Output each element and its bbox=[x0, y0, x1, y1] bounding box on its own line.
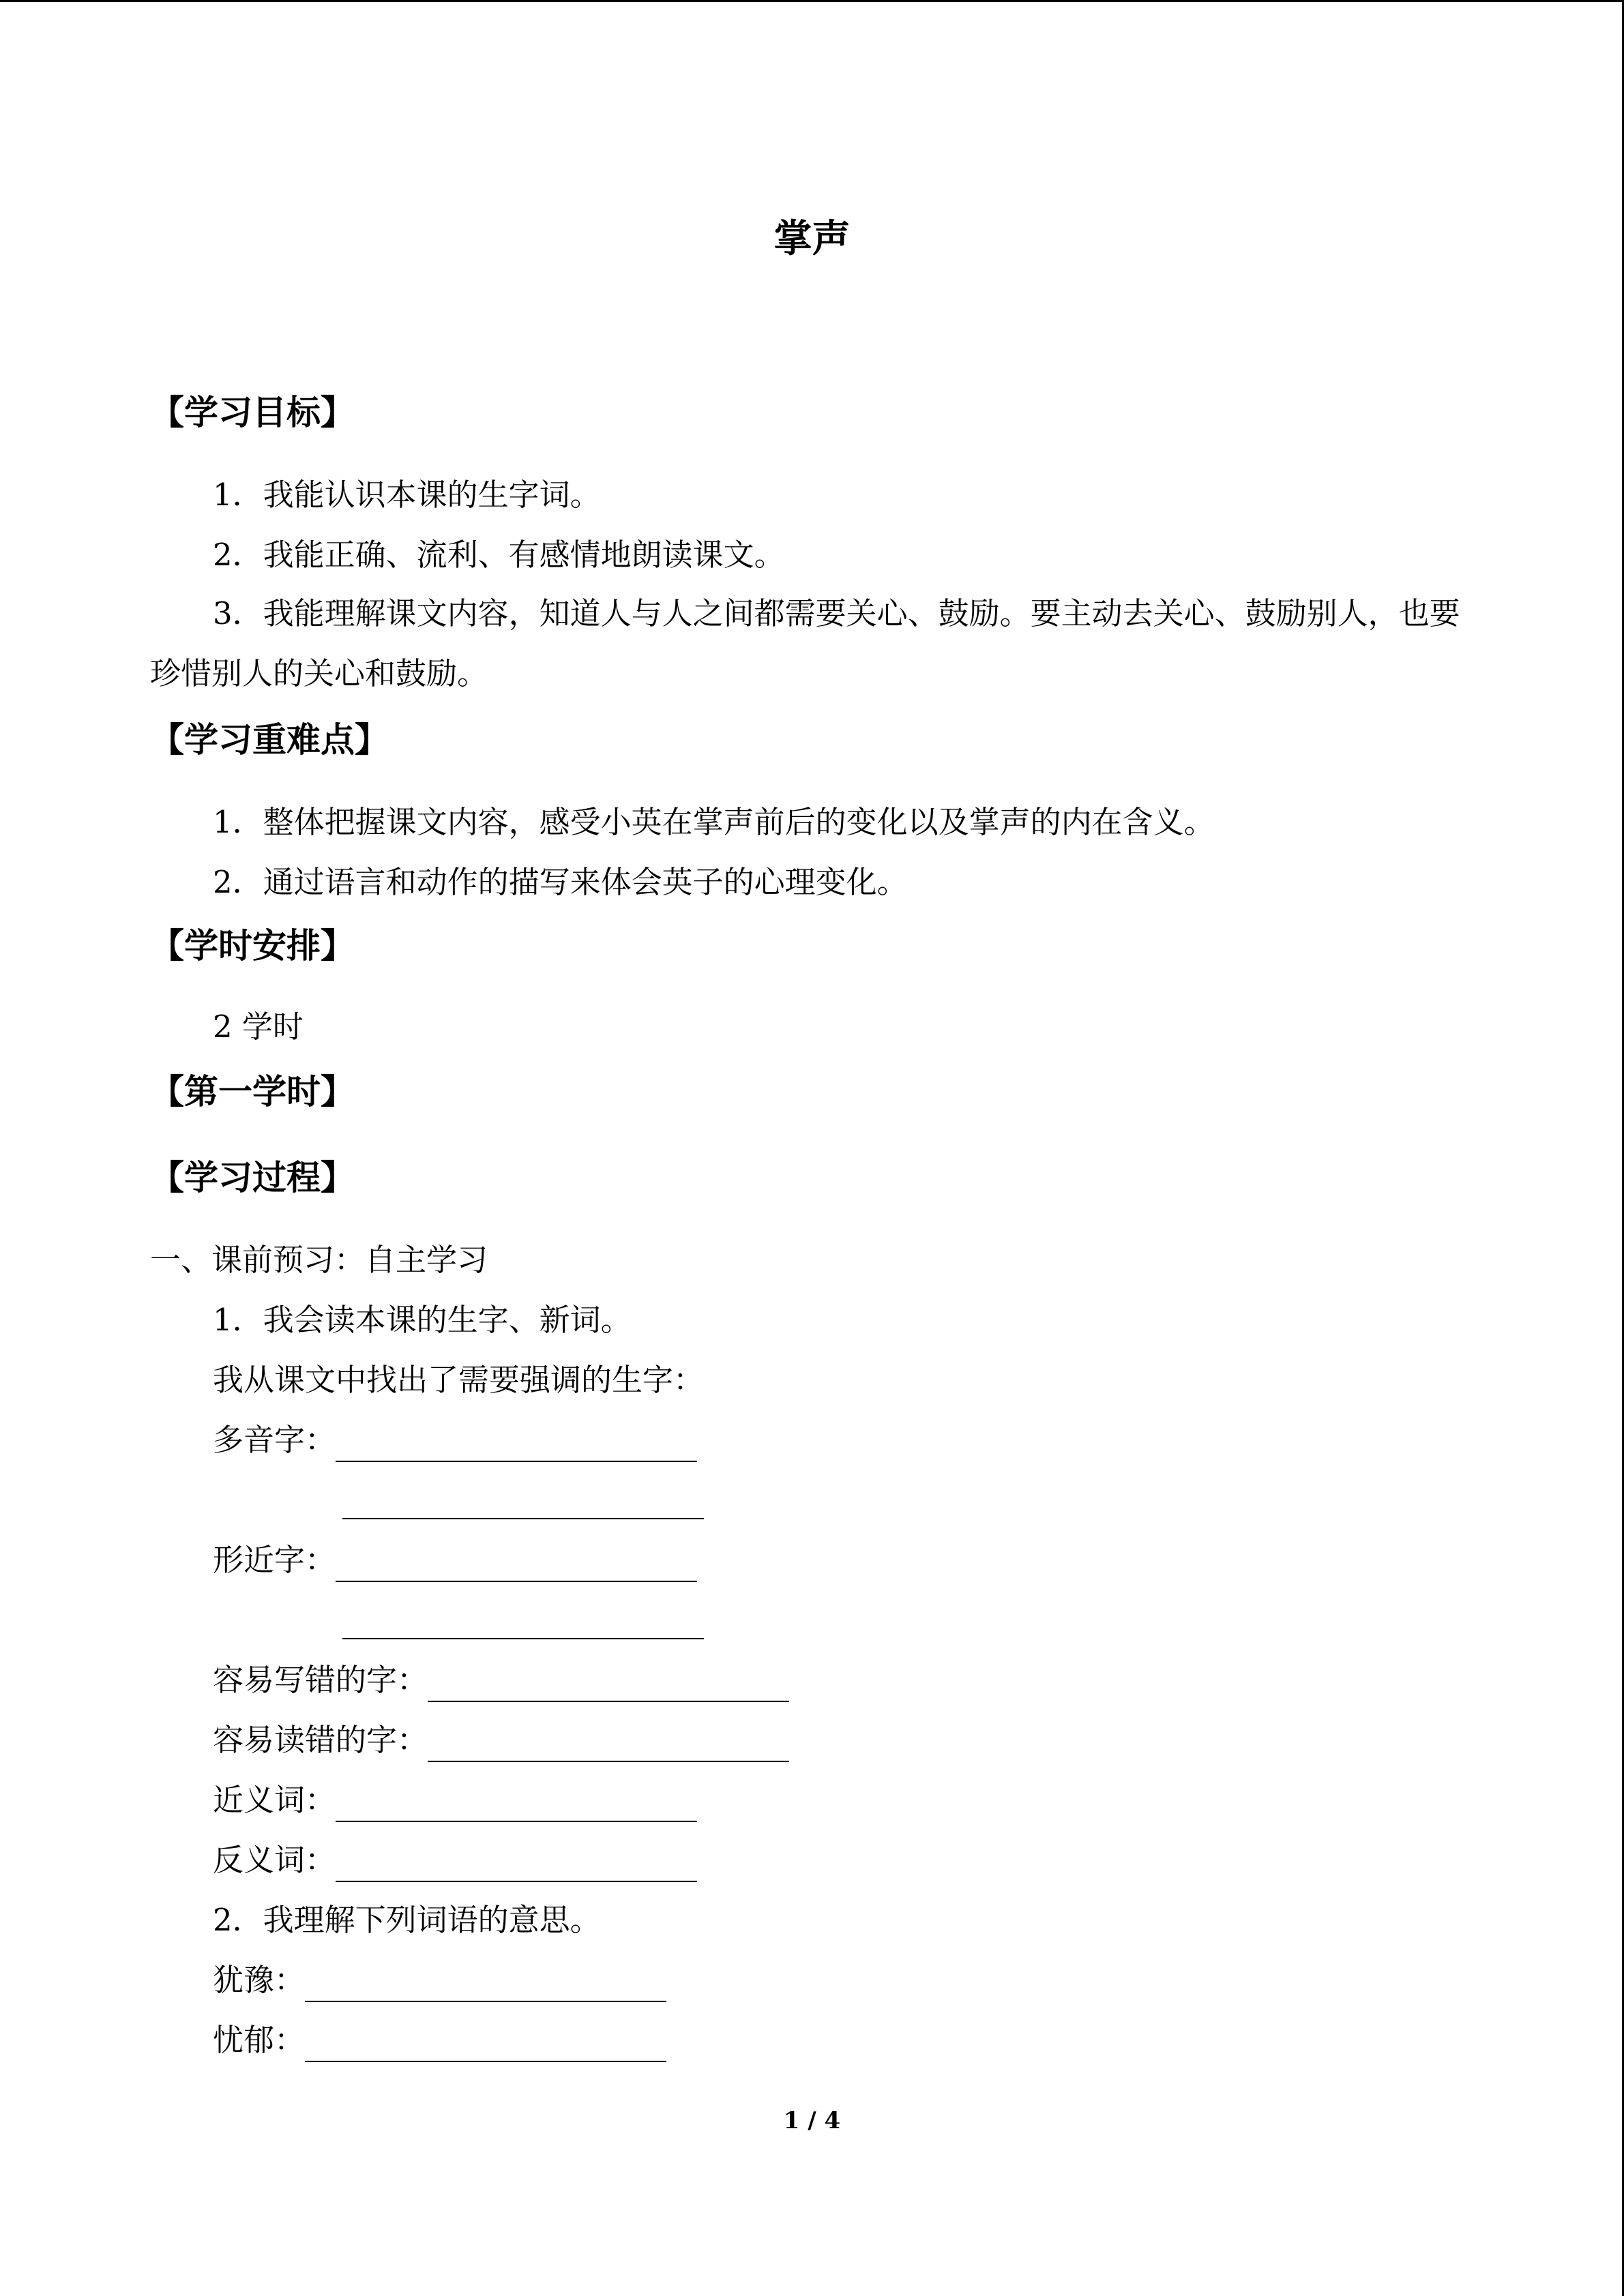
process-part1-title: 一、课前预习：自主学习 bbox=[150, 1242, 488, 1278]
goal-item-3: 3．我能理解课文内容，知道人与人之间都需要关心、鼓励。要主动去关心、鼓励别人，也要珍惜别人的关心和鼓励。 bbox=[150, 595, 1460, 691]
schedule-text: 2 学时 bbox=[213, 1009, 304, 1045]
key-point-item-2: 2．通过语言和动作的描写来体会英子的心理变化。 bbox=[213, 864, 908, 900]
heading-learning-process: 【学习过程】 bbox=[150, 1157, 355, 1197]
heading-first-period: 【第一学时】 bbox=[150, 1071, 355, 1112]
field-synonyms-blank[interactable] bbox=[336, 1788, 697, 1822]
field-easy-write-wrong bbox=[213, 1658, 789, 1702]
heading-key-points: 【学习重难点】 bbox=[150, 719, 389, 760]
page-number: 1 / 4 bbox=[783, 2107, 841, 2134]
field-similar-shape bbox=[213, 1538, 697, 1582]
field-easy-read-wrong bbox=[213, 1718, 789, 1762]
process-item-2: 2．我理解下列词语的意思。 bbox=[213, 1902, 601, 1938]
field-easy-write-wrong-label: 容易写错的字： bbox=[213, 1662, 428, 1698]
field-antonyms-blank[interactable] bbox=[336, 1848, 697, 1882]
field-antonyms-label: 反义词： bbox=[213, 1842, 336, 1878]
field-polyphonic-label: 多音字： bbox=[213, 1422, 336, 1458]
goal-item-1: 1．我能认识本课的生字词。 bbox=[213, 477, 601, 513]
word-youyu-melancholy-blank[interactable] bbox=[305, 2028, 666, 2062]
field-synonyms-label: 近义词： bbox=[213, 1782, 336, 1818]
process-item-1: 1．我会读本课的生字、新词。 bbox=[213, 1302, 632, 1338]
field-polyphonic-blank-2[interactable] bbox=[342, 1518, 704, 1519]
field-synonyms bbox=[213, 1778, 697, 1822]
word-youyu-melancholy bbox=[213, 2018, 666, 2062]
field-similar-shape-label: 形近字： bbox=[213, 1542, 336, 1578]
field-polyphonic-blank[interactable] bbox=[336, 1428, 697, 1462]
word-youyu-hesitate-blank[interactable] bbox=[305, 1968, 666, 2002]
word-youyu-hesitate bbox=[213, 1958, 666, 2002]
heading-learning-goals: 【学习目标】 bbox=[150, 392, 355, 432]
page-border-top bbox=[0, 0, 1624, 2]
field-easy-write-wrong-blank[interactable] bbox=[428, 1668, 789, 1702]
process-item-1-sub: 我从课文中找出了需要强调的生字： bbox=[213, 1362, 705, 1398]
key-point-item-1: 1．整体把握课文内容，感受小英在掌声前后的变化以及掌声的内在含义。 bbox=[213, 804, 1215, 840]
goal-item-2: 2．我能正确、流利、有感情地朗读课文。 bbox=[213, 537, 785, 573]
field-similar-shape-blank-2[interactable] bbox=[342, 1638, 704, 1639]
heading-schedule: 【学时安排】 bbox=[150, 925, 355, 966]
word-youyu-melancholy-label: 忧郁： bbox=[213, 2022, 306, 2058]
field-similar-shape-blank[interactable] bbox=[336, 1548, 697, 1582]
field-easy-read-wrong-blank[interactable] bbox=[428, 1728, 789, 1762]
field-polyphonic bbox=[213, 1418, 697, 1462]
field-easy-read-wrong-label: 容易读错的字： bbox=[213, 1722, 428, 1758]
page-title: 掌声 bbox=[773, 216, 851, 261]
field-antonyms bbox=[213, 1838, 697, 1882]
word-youyu-hesitate-label: 犹豫： bbox=[213, 1962, 306, 1998]
